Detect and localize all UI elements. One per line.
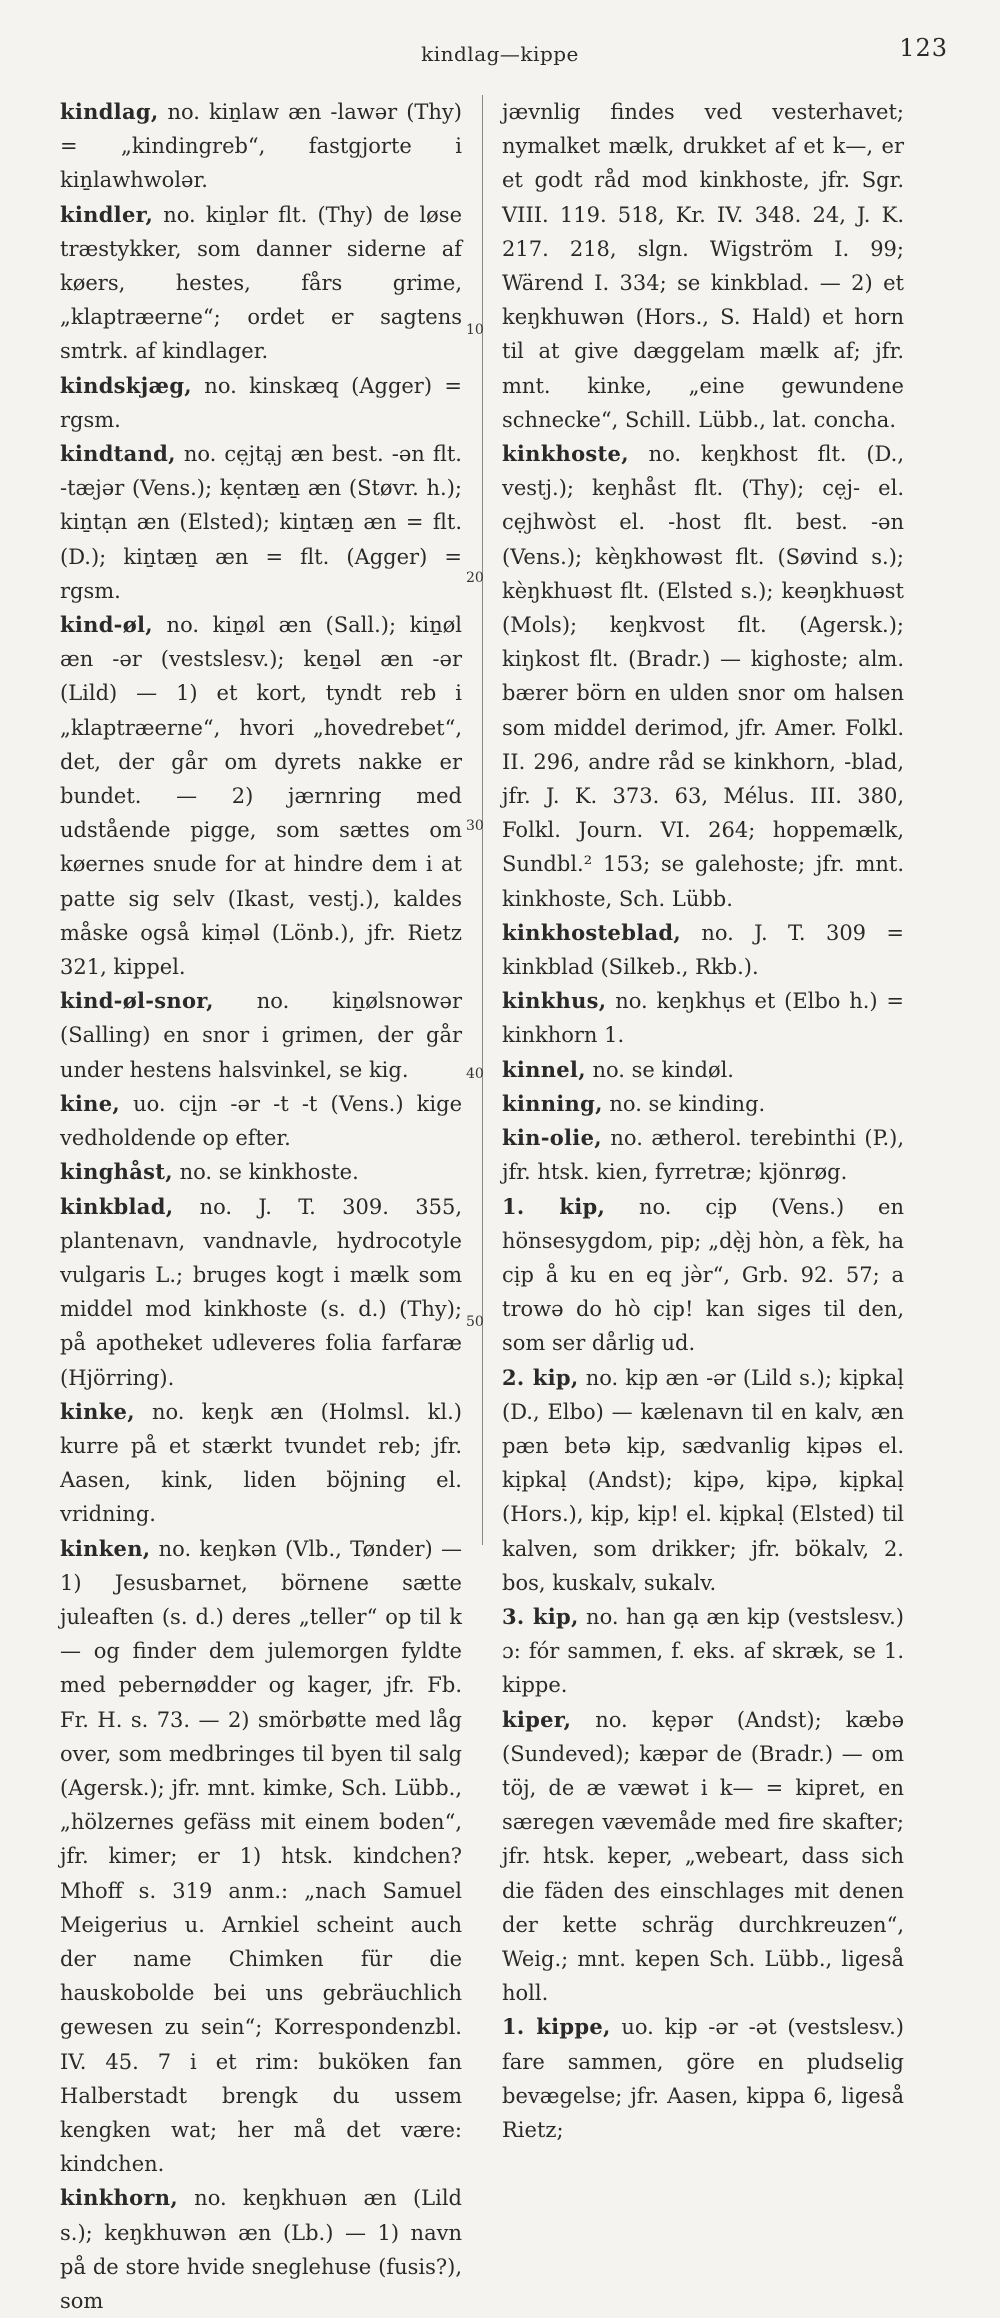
dictionary-entry xyxy=(502,1361,904,1600)
entry-headword: kinkhus, xyxy=(502,988,607,1014)
entry-headword: kind-øl-snor, xyxy=(60,988,214,1014)
entry-headword: kinkhosteblad, xyxy=(502,919,681,945)
entry-headword: kinkhorn, xyxy=(60,2185,178,2211)
entry-headword: kindtand, xyxy=(60,441,176,467)
right-column xyxy=(502,95,904,2147)
dictionary-entry xyxy=(502,984,904,1052)
dictionary-entry xyxy=(502,1053,904,1087)
dictionary-entry xyxy=(60,95,462,198)
entry-body: no. keŋkhuən æn (Lild s.); keŋkhuwən æn (Lb.) — 1) navn på de store hvide sneglehuse (fusis?), som xyxy=(60,2186,462,2313)
entry-headword: kindskjæg, xyxy=(60,372,192,398)
dictionary-entry xyxy=(502,1600,904,1703)
line-marker: 50 xyxy=(466,1314,484,1330)
line-marker: 40 xyxy=(466,1066,484,1082)
entry-body: no. se kindøl. xyxy=(585,1057,734,1082)
entry-body: no. ætherol. terebinthi (P.), jfr. htsk. kien, fyrretræ; kjönrøg. xyxy=(502,1126,904,1185)
entry-body: no. kiṉlər flt. (Thy) de løse træstykker, som danner siderne af køers, hestes, fårs grime, „klaptræerne“; ordet er sagtens smtrk. af kindlager. xyxy=(60,202,462,364)
entry-body: no. kinskæq (Agger) = rgsm. xyxy=(60,373,462,432)
dictionary-entry xyxy=(60,608,462,984)
entry-body: no. cẹjtạj æn best. -ən flt. -tæjər (Vens.); kẹntæṉ æn (Støvr. h.); kiṉtạn æn (Elsted); kiṉtæṉ æn = flt. (D.); kiṉtæṉ æn = flt. (Agger) = rgsm. xyxy=(60,442,462,603)
entry-headword: kine, xyxy=(60,1090,120,1116)
entry-body: no. kẹpər (Andst); kæbə (Sundeved); kæpər de (Bradr.) — om töj, de æ væwət i k— = kipret, en særegen vævemåde med fire skafter; jfr. htsk. keper, „webeart, dass sich die fäden des einschlages mit denen der kette schräg durchkreuzen“, Weig.; mnt. kepen Sch. Lübb., ligeså holl. xyxy=(502,1707,904,2006)
dictionary-entry xyxy=(502,1121,904,1189)
page-number: 123 xyxy=(899,34,948,62)
entry-headword: 1. kippe, xyxy=(502,2014,611,2040)
entry-body: no. se kinkhoste. xyxy=(172,1160,359,1185)
dictionary-entry xyxy=(502,916,904,984)
dictionary-entry xyxy=(60,198,462,369)
entry-headword: kinghåst, xyxy=(60,1159,173,1185)
left-column xyxy=(60,95,462,2318)
dictionary-entry xyxy=(60,1532,462,2182)
entry-body: no. J. T. 309 = kinkblad (Silkeb., Rkb.). xyxy=(502,920,904,980)
entry-body: no. cịp (Vens.) en hönsesygdom, pip; „dẹ̀j hòn, a fèk, ha cịp å ku en eq jə̀r“, Grb. 92. 57; a trowə do hò cịp! kan siges til den, som ser dårlig ud. xyxy=(502,1194,905,1356)
dictionary-entry xyxy=(502,2010,904,2147)
entry-body: no. han gạ æn kịp (vestslesv.) ɔ: fór sammen, f. eks. af skræk, se 1. kippe. xyxy=(502,1604,904,1698)
dictionary-entry xyxy=(60,437,462,608)
dictionary-entry xyxy=(60,2181,462,2318)
line-marker: 30 xyxy=(466,818,484,834)
dictionary-entry xyxy=(60,1155,462,1189)
entry-headword: 3. kip, xyxy=(502,1603,579,1629)
entry-body: no. keŋkən (Vlb., Tønder) — 1) Jesusbarnet, börnene sætte juleaften (s. d.) deres „teller“ op til k— og finder dem julemorgen fyldte med pebernødder og kager, jfr. Fb. Fr. H. s. 73. — 2) smörbøtte med låg over, som medbringes til byen til salg (Agersk.); jfr. mnt. kimke, Sch. Lübb., „hölzernes gefäss mit einem boden“, jfr. kimer; er 1) htsk. kindchen? Mhoff s. 319 anm.: „nach Samuel Meigerius u. Arnkiel scheint auch der name Chimken für die hauskobolde bei uns gebräuchlich gewesen zu sein“; Korrespondenzbl. IV. 45. 7 i et rim: buköken fan Halberstadt brengk du ussem kengken wat; her må det være: kindchen. xyxy=(60,1536,462,2177)
dictionary-entry xyxy=(60,369,462,437)
running-head: kindlag—kippe xyxy=(421,42,579,66)
entry-body: no. kiṉlaw æn -lawər (Thy) = „kindingreb“, fastgjorte i kiṉlawhwolər. xyxy=(60,100,462,193)
entry-headword: kinnel, xyxy=(502,1056,586,1082)
dictionary-entry xyxy=(60,1190,462,1395)
entry-body: no. kiṉølsnowər (Salling) en snor i grimen, der går under hestens halsvinkel, se kig. xyxy=(60,989,462,1082)
entry-body: no. kiṉøl æn (Sall.); kiṉøl æn -ər (vestslesv.); keṉəl æn -ər (Lild) — 1) et kort, tyndt reb i „klaptræerne“, hvori „hovedrebet“, det, der går om dyrets nakke er bundet. — 2) jærnring med udstående pigge, som sættes om køernes snude for at hindre dem i at patte sig selv (Ikast, vestj.), kaldes måske også kiṃəl (Lönb.), jfr. Rietz 321, kippel. xyxy=(60,613,462,980)
entry-body: no. J. T. 309. 355, plantenavn, vandnavle, hydrocotyle vulgaris L.; bruges kogt i mælk som middel mod kinkhoste (s. d.) (Thy); på apotheket udleveres folia farfaræ (Hjörring). xyxy=(60,1194,462,1390)
dictionary-entry xyxy=(60,1087,462,1155)
entry-body: no. keŋk æn (Holmsl. kl.) kurre på et stærkt tvundet reb; jfr. Aasen, kink, liden böjning el. vridning. xyxy=(60,1399,462,1527)
dictionary-entry xyxy=(60,1395,462,1532)
dictionary-entry xyxy=(502,95,904,437)
entry-headword: kinkblad, xyxy=(60,1193,174,1219)
entry-headword: kiper, xyxy=(502,1706,572,1732)
entry-headword: kindler, xyxy=(60,201,154,227)
entry-headword: kinning, xyxy=(502,1090,603,1116)
dictionary-entry xyxy=(502,437,904,916)
entry-body: no. se kinding. xyxy=(602,1091,766,1116)
entry-headword: kind-øl, xyxy=(60,612,153,638)
dictionary-entry xyxy=(502,1703,904,2011)
dictionary-entry xyxy=(60,984,462,1087)
entry-body: no. keŋkhụs et (Elbo h.) = kinkhorn 1. xyxy=(502,989,904,1048)
dictionary-entry xyxy=(502,1087,904,1121)
entry-headword: kinke, xyxy=(60,1398,135,1424)
line-marker: 20 xyxy=(466,570,484,586)
entry-headword: kindlag, xyxy=(60,99,159,124)
entry-body: uo. cịjn -ər -t -t (Vens.) kige vedholdende op efter. xyxy=(60,1091,462,1151)
entry-headword: kin-olie, xyxy=(502,1125,602,1151)
entry-body: no. keŋkhost flt. (D., vestj.); keŋhåst flt. (Thy); cẹj- el. cẹjhwòst el. -host flt. best. -ən (Vens.); kèŋkhowəst flt. (Søvind s.); kèŋkhuəst flt. (Elsted s.); keəŋkhuəst (Mols); keŋkvost flt. (Agersk.); kiŋkost flt. (Bradr.) — kighoste; alm. bærer börn en ulden snor om halsen som middel derimod, jfr. Amer. Folkl. II. 296, andre råd se kinkhorn, -blad, jfr. J. K. 373. 63, Mélus. III. 380, Folkl. Journ. VI. 264; hoppemælk, Sundbl.² 153; se galehoste; jfr. mnt. kinkhoste, Sch. Lübb. xyxy=(502,442,904,911)
entry-body: no. kịp æn -ər (Lild s.); kịpkaḷ (D., Elbo) — kælenavn til en kalv, æn pæn betə kịp, sædvanlig kịpəs el. kịpkaḷ (Andst); kịpə, kịpə, kịpkaḷ (Hors.), kịp, kịp! el. kịpkaḷ (Elsted) til kalven, som drikker; jfr. bökalv, 2. bos, kuskalv, sukalv. xyxy=(502,1365,904,1595)
entry-headword: 1. kip, xyxy=(502,1193,606,1219)
dictionary-entry xyxy=(502,1190,904,1361)
entry-headword: 2. kip, xyxy=(502,1364,579,1390)
entry-headword: kinken, xyxy=(60,1535,151,1561)
entry-headword: kinkhoste, xyxy=(502,441,629,467)
entry-body: uo. kịp -ər -ət (vestslesv.) fare sammen, göre en pludselig bevægelse; jfr. Aasen, kippa 6, ligeså Rietz; xyxy=(502,2015,904,2142)
line-marker: 10 xyxy=(466,322,484,338)
entry-body: jævnlig findes ved vesterhavet; nymalket mælk, drukket af et k—, er et godt råd mod kinkhoste, jfr. Sgr. VIII. 119. 518, Kr. IV. 348. 24, J. K. 217. 218, slgn. Wigström I. 99; Wärend I. 334; se kinkblad. — 2) et keŋkhuwən (Hors., S. Hald) et horn til at give dæggelam mælk af; jfr. mnt. kinke, „eine gewundene schnecke“, Schill. Lübb., lat. concha. xyxy=(502,100,904,432)
